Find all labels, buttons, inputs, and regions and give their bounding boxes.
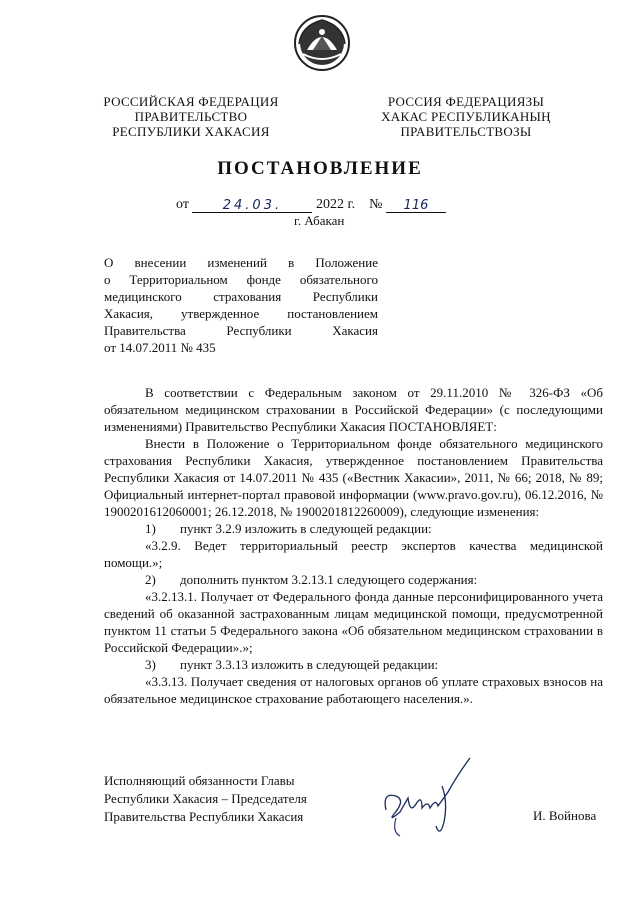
date-year: 2022 г.: [315, 197, 356, 212]
date-prefix: от: [176, 197, 189, 212]
date-value: 24.03.: [192, 199, 312, 213]
signer-line: Республики Хакасия – Председателя: [104, 791, 307, 806]
preamble-paragraph: В соответствии с Федеральным законом от 29.11.2010 № 326-ФЗ «Об обязательном медицинском страховании в Российской Федерации» (с последующими изменениями) Правительство Республики Хакасия ПОСТАНОВЛЯЕТ:: [104, 385, 603, 434]
change-item: [104, 520, 603, 537]
change-text: «3.2.13.1. Получает от Федерального фонда данные персонифицированного учета сведений об оказанной застрахованным лицам медицинской помощи, предусмотренной пунктом 11 статьи 5 Федерального закона «Об обязательном медицинском страховании в Российской Федерации».»;: [104, 589, 603, 655]
subject-line: о Территориальном фонде обязательного: [104, 272, 378, 287]
subject-line: О внесении изменений в Положение: [104, 255, 378, 270]
date-line: [176, 197, 446, 213]
header-line: РОССИЯ ФЕДЕРАЦИЯЗЫ: [387, 94, 545, 109]
change-text: «3.2.9. Ведет территориальный реестр экспертов качества медицинской помощи.»;: [104, 538, 603, 570]
subject-line: Правительства Республики Хакасия: [104, 323, 378, 338]
change-item: [104, 656, 603, 673]
signer-name: И. Войнова: [533, 808, 597, 823]
main-paragraph: Внести в Положение о Территориальном фонде обязательного медицинского страхования Республики Хакасия, утвержденное постановлением Правительства Республики Хакасия от 14.07.2011 № 435 («Вестник Хакасии», 2011, № 66; 2018, № 89; Официальный интернет-портал правовой информации (www.pravo.gov.ru), 06.12.2016, № 1900201612060001; 26.12.2018, № 1900201812260009), следующие изменения:: [104, 436, 603, 519]
change-text: «3.3.13. Получает сведения от налоговых органов об уплате страховых взносов на обязательное медицинское страхование работающего населения.».: [104, 674, 603, 706]
subject-line: от 14.07.2011 № 435: [104, 340, 216, 355]
item-text: пункт 3.2.9 изложить в следующей редакции:: [180, 521, 432, 536]
subject-line: медицинского страхования Республики: [104, 289, 378, 304]
header-line: ПРАВИТЕЛЬСТВОЗЫ: [400, 124, 532, 139]
number-sign: №: [369, 197, 383, 212]
city: г. Абакан: [294, 213, 345, 228]
header-russian: [96, 94, 286, 139]
item-marker: 1): [145, 521, 156, 536]
header-line: ХАКАС РЕСПУБЛИКАНЫҢ: [381, 109, 551, 124]
header-line: РОССИЙСКАЯ ФЕДЕРАЦИЯ: [103, 94, 279, 109]
document-body: [104, 384, 603, 707]
signer-line: Исполняющий обязанности Главы: [104, 773, 295, 788]
change-item: [104, 571, 603, 588]
signer-position: [104, 772, 384, 826]
item-text: пункт 3.3.13 изложить в следующей редакции:: [180, 657, 439, 672]
coat-of-arms-icon: [293, 14, 351, 72]
header-line: РЕСПУБЛИКИ ХАКАСИЯ: [112, 124, 270, 139]
header-khakas: [356, 94, 576, 139]
subject-line: Хакасия, утвержденное постановлением: [104, 306, 378, 321]
handwritten-signature: [378, 752, 478, 842]
document-title: ПОСТАНОВЛЕНИЕ: [217, 158, 423, 179]
signer-line: Правительства Республики Хакасия: [104, 809, 304, 824]
item-marker: 2): [145, 572, 156, 587]
document-subject: [104, 254, 378, 356]
item-text: дополнить пунктом 3.2.13.1 следующего содержания:: [180, 572, 478, 587]
document-number: 116: [386, 199, 446, 213]
header-line: ПРАВИТЕЛЬСТВО: [134, 109, 248, 124]
item-marker: 3): [145, 657, 156, 672]
